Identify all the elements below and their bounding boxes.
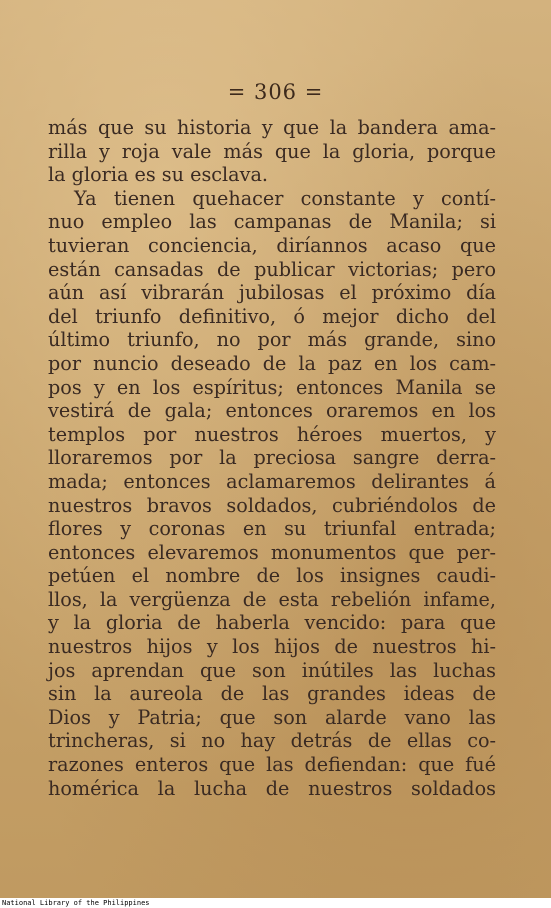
text-line: trincheras, si no hay detrás de ellas co- — [48, 729, 496, 753]
text-line: entonces elevaremos monumentos que per- — [48, 540, 496, 564]
footer-bar — [0, 898, 551, 908]
text-line: más que su historia y que la bandera ama- — [48, 116, 496, 139]
text-line: jos aprendan que son inútiles las luchas — [48, 658, 496, 682]
text-line: y la gloria de haberla vencido: para que — [48, 611, 496, 635]
text-line: pos y en los espíritus; entonces Manila se — [48, 375, 496, 399]
text-line: nuo empleo las campanas de Manila; si — [48, 210, 496, 234]
text-line: petúen el nombre de los insignes caudi- — [48, 564, 496, 588]
text-line: flores y coronas en su triunfal entrada; — [48, 517, 496, 541]
text-line: nuestros hijos y los hijos de nuestros hi- — [48, 635, 496, 659]
text-line: tuvieran conciencia, diríannos acaso que — [48, 233, 496, 257]
text-line: Dios y Patria; que son alarde vano las — [48, 705, 496, 729]
text-line: último triunfo, no por más grande, sino — [48, 328, 496, 352]
page-number: = 306 = — [227, 80, 324, 104]
text-line: nuestros bravos soldados, cubriéndolos de — [48, 493, 496, 517]
text-line: vestirá de gala; entonces oraremos en los — [48, 399, 496, 423]
text-line: mada; entonces aclamaremos delirantes á — [48, 469, 496, 493]
text-line: llos, la vergüenza de esta rebelión infame, — [48, 587, 496, 611]
text-line: lloraremos por la preciosa sangre derra- — [48, 446, 496, 470]
text-line: rilla y roja vale más que la gloria, porque — [48, 139, 496, 163]
text-line: homérica la lucha de nuestros soldados — [48, 776, 496, 800]
footer-credit: National Library of the Philippines — [2, 899, 150, 907]
text-line: sin la aureola de las grandes ideas de — [48, 682, 496, 706]
text-line: Ya tienen quehacer constante y contí- — [74, 186, 496, 210]
text-line: templos por nuestros héroes muertos, y — [48, 422, 496, 446]
text-line: del triunfo definitivo, ó mejor dicho del — [48, 304, 496, 328]
text-line: aún así vibrarán jubilosas el próximo día — [48, 281, 496, 305]
text-line: por nuncio deseado de la paz en los cam- — [48, 351, 496, 375]
text-line: la gloria es su esclava. — [48, 163, 269, 187]
body-text — [48, 116, 496, 800]
text-line: están cansadas de publicar victorias; pero — [48, 257, 496, 281]
text-line: razones enteros que las defiendan: que fué — [48, 753, 496, 777]
